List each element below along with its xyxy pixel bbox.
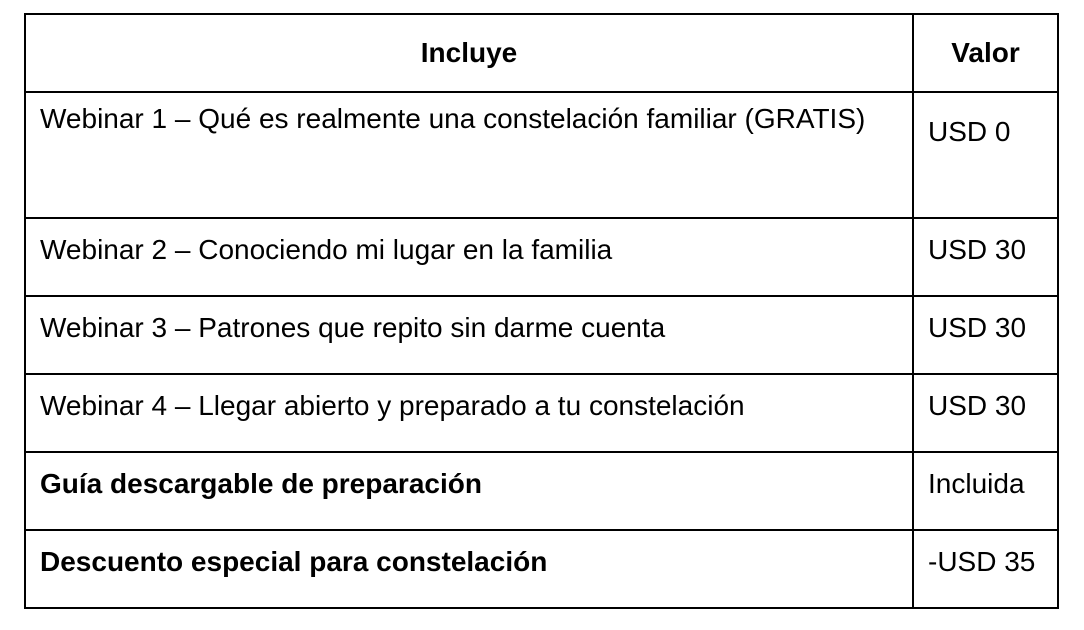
table-header-row bbox=[25, 14, 1058, 92]
table-row bbox=[25, 530, 1058, 608]
value-cell: -USD 35 bbox=[913, 530, 1058, 608]
value-cell: USD 30 bbox=[913, 218, 1058, 296]
item-cell: Guía descargable de preparación bbox=[25, 452, 913, 530]
item-cell: Webinar 2 – Conociendo mi lugar en la familia bbox=[25, 218, 913, 296]
header-incluye: Incluye bbox=[25, 14, 913, 92]
header-valor: Valor bbox=[913, 14, 1058, 92]
value-cell: USD 30 bbox=[913, 374, 1058, 452]
item-cell: Webinar 3 – Patrones que repito sin darme cuenta bbox=[25, 296, 913, 374]
table-row bbox=[25, 92, 1058, 218]
table-row bbox=[25, 374, 1058, 452]
value-cell: Incluida bbox=[913, 452, 1058, 530]
item-cell: Webinar 1 – Qué es realmente una constelación familiar (GRATIS) bbox=[25, 92, 913, 218]
value-cell: USD 0 bbox=[913, 92, 1058, 218]
table-row bbox=[25, 452, 1058, 530]
value-cell: USD 30 bbox=[913, 296, 1058, 374]
item-cell: Webinar 4 – Llegar abierto y preparado a tu constelación bbox=[25, 374, 913, 452]
table-row bbox=[25, 296, 1058, 374]
table-row bbox=[25, 218, 1058, 296]
item-cell: Descuento especial para constelación bbox=[25, 530, 913, 608]
pricing-table bbox=[24, 13, 1059, 609]
